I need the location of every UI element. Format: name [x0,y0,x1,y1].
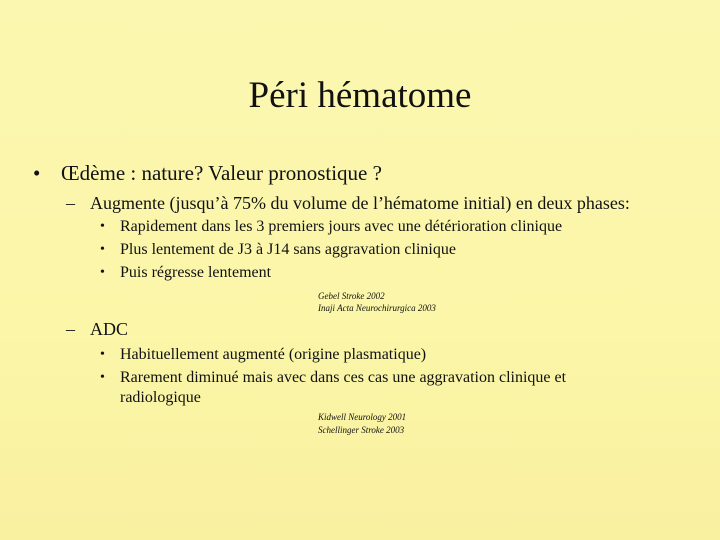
reference: Gebel Stroke 2002 [318,291,385,301]
reference: Kidwell Neurology 2001 [318,412,407,422]
list-item-text: Rapidement dans les 3 premiers jours avec une détérioration clinique [120,218,563,235]
bullet-marker: • [100,370,105,385]
sub-point-text: ADC [90,319,129,339]
bullet-marker: • [33,161,41,185]
reference: Inaji Acta Neurochirurgica 2003 [318,303,436,313]
bullet-marker: • [100,219,105,234]
slide-title: Péri hématome [248,75,472,116]
dash-marker: – [66,193,75,213]
list-item-text: Habituellement augmenté (origine plasmatique) [120,346,427,363]
dash-marker: – [66,319,75,339]
bullet-text: Œdème : nature? Valeur pronostique ? [61,161,382,185]
bullet-marker: • [100,242,105,257]
list-item-text: Rarement diminué mais avec dans ces cas une aggravation clinique et radiologique [120,369,567,406]
list-item-text: Puis régresse lentement [120,264,272,281]
sub-point-text: Augmente (jusqu’à 75% du volume de l’hématome initial) en deux phases: [90,193,630,213]
bullet-marker: • [100,265,105,280]
list-item-text: Plus lentement de J3 à J14 sans aggravation clinique [120,241,456,258]
bullet-marker: • [100,347,105,362]
reference: Schellinger Stroke 2003 [318,425,405,435]
